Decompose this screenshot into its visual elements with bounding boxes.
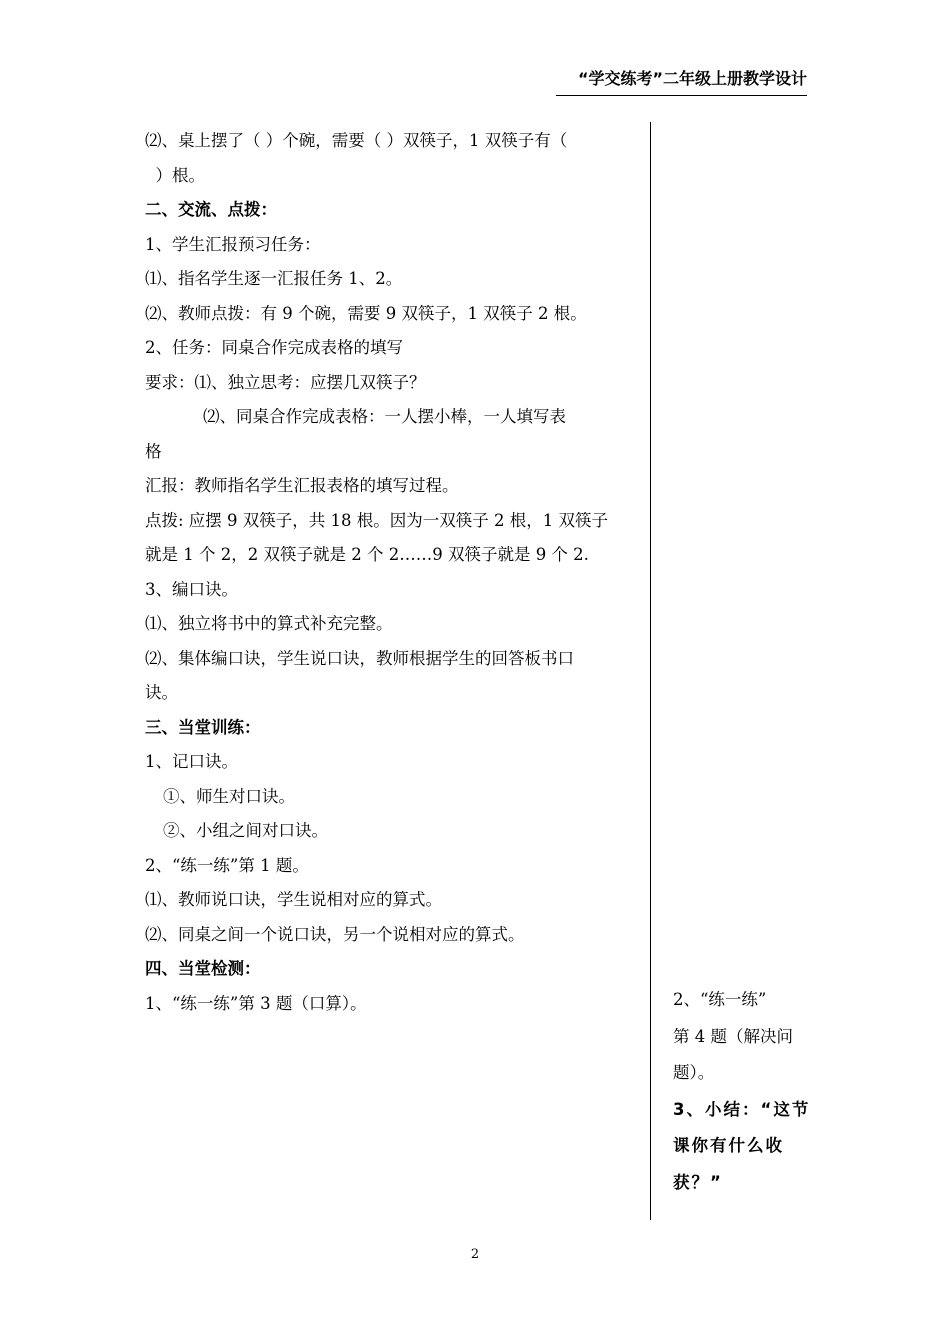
text-line: ⑴、指名学生逐一汇报任务 1、2。 xyxy=(145,269,403,288)
text-line: 1、记口诀。 xyxy=(145,752,238,771)
main-column xyxy=(145,124,635,1021)
text-line: 2、“练一练”第 1 题。 xyxy=(145,855,309,875)
text-line: ）根。 xyxy=(145,165,205,185)
section-heading-4: 四、当堂检测： xyxy=(145,959,261,978)
text-line: 诀。 xyxy=(145,683,178,702)
side-summary-line: 获？” xyxy=(673,1172,723,1192)
page-header-title: “学交练考”二年级上册教学设计 xyxy=(556,66,807,96)
side-summary-line: 课你有什么收 xyxy=(673,1136,784,1155)
text-line: 1、学生汇报预习任务： xyxy=(145,234,321,254)
text-line: 就是 1 个 2，2 双筷子就是 2 个 2……9 双筷子就是 9 个 2. xyxy=(145,545,589,564)
text-line: ①、师生对口诀。 xyxy=(163,786,295,806)
section-heading-3: 三、当堂训练： xyxy=(145,717,261,737)
side-text-line: 2、“练一练” xyxy=(673,990,767,1009)
text-line: ⑵、桌上摆了（ ）个碗，需要（ ）双筷子，1 双筷子有（ xyxy=(145,131,568,150)
text-line: 点拨: 应摆 9 双筷子，共 18 根。因为一双筷子 2 根，1 双筷子 xyxy=(145,510,609,530)
text-line: 2、任务：同桌合作完成表格的填写 xyxy=(145,338,403,357)
side-text-line: 题）。 xyxy=(673,1063,715,1082)
page-number: 2 xyxy=(470,1247,480,1262)
text-line: 要求：⑴、独立思考：应摆几双筷子？ xyxy=(145,372,426,392)
text-line: ⑵、教师点拨：有 9 个碗，需要 9 双筷子，1 双筷子 2 根。 xyxy=(145,303,587,323)
text-line: 汇报：教师指名学生汇报表格的填写过程。 xyxy=(145,476,459,495)
text-line: ⑴、教师说口诀，学生说相对应的算式。 xyxy=(145,890,442,909)
side-column xyxy=(673,982,811,1201)
side-text-line: 第 4 题（解决问 xyxy=(673,1026,793,1046)
text-line: ②、小组之间对口诀。 xyxy=(163,821,328,840)
text-line: ⑵、集体编口诀，学生说口诀，教师根据学生的回答板书口 xyxy=(145,648,574,668)
text-line: 1、“练一练”第 3 题（口算）。 xyxy=(145,993,367,1013)
text-line: ⑵、同桌之间一个说口诀，另一个说相对应的算式。 xyxy=(145,924,525,944)
side-summary-line: 3、小结：“这节 xyxy=(673,1099,811,1119)
text-line: 格 xyxy=(145,441,162,461)
column-divider xyxy=(650,122,651,1220)
text-line: ⑴、独立将书中的算式补充完整。 xyxy=(145,614,393,633)
section-heading-2: 二、交流、点拨： xyxy=(145,200,277,219)
text-line: ⑵、同桌合作完成表格：一人摆小棒，一人填写表 xyxy=(203,407,566,426)
text-line: 3、编口诀。 xyxy=(145,579,238,599)
